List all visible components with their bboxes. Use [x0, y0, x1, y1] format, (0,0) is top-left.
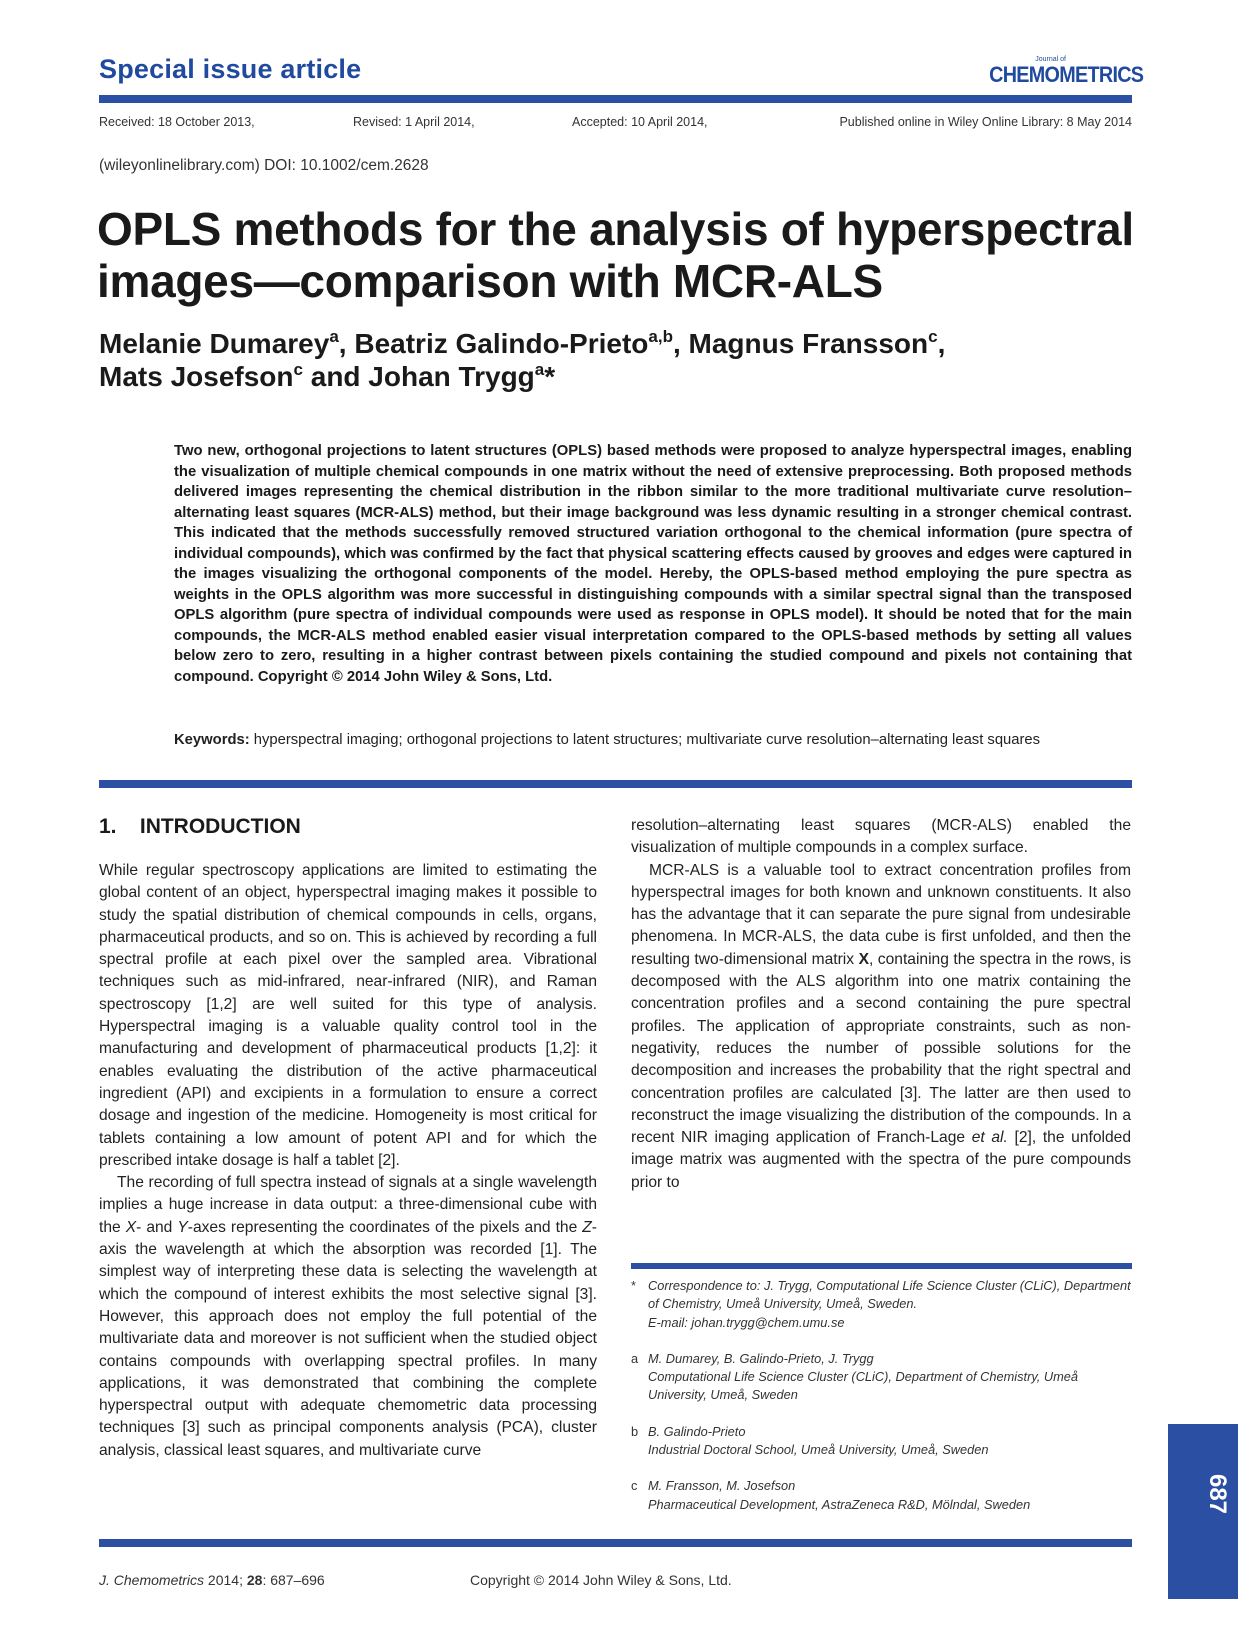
paragraph-text: X — [125, 1218, 137, 1236]
article-type-label: Special issue article — [99, 54, 362, 84]
affiliation-marker: a — [534, 360, 545, 379]
paragraph-text: MCR-ALS is a valuable tool to extract concentration profiles from hyperspectral images for both known and unknown constituents. It also has the advantage that it can separate the pure signal from undesirable phenomena. In MCR-ALS, the data cube is first unfolded, and then the resulting two-dimensional matrix — [631, 861, 1131, 968]
author-name: , — [937, 328, 946, 359]
body-paragraph — [99, 860, 597, 1172]
paragraph-text: -axes representing the coordinates of the pixels and the — [187, 1218, 583, 1236]
title-line: images—comparison with MCR-ALS — [97, 255, 883, 307]
body-paragraph — [99, 1172, 597, 1462]
author-name: Mats Josefson — [99, 361, 294, 392]
footnote-marker: b — [631, 1423, 639, 1439]
received-date: Received: 18 October 2013, — [99, 115, 255, 129]
paragraph-text: While regular spectroscopy applications are limited to estimating the global content of an object, hyperspectral imaging makes it possible to study the spatial distribution of chemical compounds in cells, organs, pharmaceutical products, and so on. This is achieved by recording a full spectral profile at each pixel over the sampled area. Vibrational techniques such as mid-infrared, near-infrared (NIR), and Raman spectroscopy [1,2] are well suited for this type of analysis. Hyperspectral imaging is a valuable quality control tool in the manufacturing and development of pharmaceutical products [1,2]: it enables evaluating the distribution of the active pharmaceutical ingredient (API) and excipients in a formulation to ensure a correct dosage and ingestion of the medicine. Homogeneity is most critical for tablets containing a low amount of potent API and for which the prescribed intake dosage is half a tablet [2]. — [99, 862, 597, 1169]
abstract: Two new, orthogonal projections to latent structures (OPLS) based methods were proposed to analyze hyperspectral images, enabling the visualization of multiple chemical compounds in one matrix without the need of extensive preprocessing. Both proposed methods delivered images representing the chemical distribution in the ribbon similar to the more traditional multivariate curve resolution–alternating least squares (MCR-ALS) method, but their image background was less dynamic resulting in a stronger chemical contrast. This indicated that the methods successfully removed structured variation orthogonal to the chemical information (pure spectra of individual compounds), which was confirmed by the fact that physical scattering effects caused by grooves and edges were captured in the images visualizing the orthogonal components of the model. Hereby, the OPLS-based method employing the pure spectra as weights in the OPLS algorithm was more successful in distinguishing compounds with a similar spectral signal than the transposed OPLS algorithm (pure spectra of individual compounds were used as response in OPLS model). It should be noted that for the main compounds, the MCR-ALS method enabled easier visual interpretation compared to the OPLS-based methods by setting all values below zero to zero, resulting in a higher contrast between pixels containing the studied compound and pixels not containing that compound. Copyright © 2014 John Wiley & Sons, Ltd. — [174, 443, 1132, 685]
published-date: Published online in Wiley Online Library: 8 May 2014 — [839, 115, 1132, 129]
body-paragraph — [631, 860, 1131, 1194]
keywords-text: hyperspectral imaging; orthogonal projections to latent structures; multivariate curve resolution–alternating least squares — [249, 732, 1041, 748]
section-heading — [99, 815, 301, 839]
section-title: INTRODUCTION — [139, 815, 301, 838]
affiliation-marker: c — [293, 360, 303, 379]
footnote-line: M. Dumarey, B. Galindo-Prieto, J. Trygg — [648, 1350, 874, 1366]
footer-journal: J. Chemometrics — [99, 1572, 205, 1588]
footnote-line: Correspondence to: J. Trygg, Computational Life Science Cluster (CLiC), Department of Chemistry, Umeå University, Umeå, Sweden. — [648, 1278, 1131, 1312]
footer-year: 2014; — [204, 1572, 247, 1588]
footnote-line: Industrial Doctoral School, Umeå University, Umeå, Sweden — [648, 1442, 989, 1458]
journal-logo — [972, 56, 1144, 87]
footer-citation — [99, 1572, 325, 1588]
accepted-date: Accepted: 10 April 2014, — [572, 115, 708, 129]
keywords-label: Keywords: — [174, 732, 250, 748]
revised-date: Revised: 1 April 2014, — [353, 115, 475, 129]
right-column — [631, 815, 1131, 1194]
paragraph-text: -axis the wavelength at which the absorption was recorded [1]. The simplest way of interpreting these data is selecting the wavelength at which the compound of interest exhibits the most selective signal [3]. However, this approach does not employ the full potential of the multivariate data and moreover is not sufficient when the studied object contains compounds with overlapping spectral profiles. In many applications, it was demonstrated that combining the complete hyperspectral output with adequate chemometric data processing techniques [3] such as principal components analysis (PCA), cluster analysis, classical least squares, and multivariate curve — [99, 1218, 597, 1459]
footer-pages: : 687–696 — [262, 1572, 325, 1588]
page-number: 687 — [1204, 1473, 1231, 1515]
footer-volume: 28 — [246, 1572, 263, 1588]
author-name: , Beatriz Galindo-Prieto — [338, 328, 649, 359]
title-line: OPLS methods for the analysis of hyperspectral — [97, 203, 1134, 255]
footnote — [631, 1350, 1131, 1405]
paragraph-text: Y — [177, 1218, 188, 1236]
paragraph-text: , containing the spectra in the rows, is decomposed with the ALS algorithm into one matrix containing the concentration profiles and a second containing the pure spectral profiles. The application of appropriate constraints, such as non-negativity, reduces the number of possible solutions for the decomposition and increases the probability that the right spectral and concentration profiles are calculated [3]. The latter are then used to reconstruct the image visualizing the distribution of the compounds. In a recent NIR imaging application of Franch-Lage — [631, 950, 1132, 1147]
footnote-marker: * — [631, 1278, 636, 1293]
footnote-line: B. Galindo-Prieto — [648, 1423, 746, 1439]
section-number: 1. — [99, 815, 117, 838]
paragraph-text: X — [858, 950, 869, 968]
author-list — [99, 327, 1139, 393]
paragraph-text: Z — [582, 1218, 592, 1236]
doi-line: (wileyonlinelibrary.com) DOI: 10.1002/cem.2628 — [99, 157, 429, 174]
footnote-line: Pharmaceutical Development, AstraZeneca R&D, Mölndal, Sweden — [648, 1496, 1031, 1512]
left-column — [99, 860, 597, 1462]
footnote-marker: c — [631, 1478, 638, 1494]
paragraph-text: The recording of full spectra instead of signals at a single wavelength implies a huge increase in data output: a three-dimensional cube with the — [99, 1174, 597, 1236]
footnote-marker: a — [631, 1350, 639, 1366]
article-title — [97, 203, 1157, 307]
footnote-line: M. Fransson, M. Josefson — [648, 1478, 796, 1494]
journal-logo-small-text: Journal of — [1035, 56, 1066, 63]
author-line — [99, 360, 1139, 393]
author-name: , Magnus Fransson — [672, 328, 929, 359]
affiliation-marker: a — [329, 327, 339, 346]
footer-copyright: Copyright © 2014 John Wiley & Sons, Ltd. — [470, 1572, 732, 1588]
footnote — [631, 1423, 1131, 1460]
footnote-line: E-mail: johan.trygg@chem.umu.se — [648, 1314, 845, 1330]
header-rule — [99, 95, 1132, 103]
footer-rule — [99, 1539, 1132, 1547]
footnote — [631, 1477, 1131, 1514]
footnote-rule — [631, 1263, 1132, 1269]
abstract-rule — [99, 780, 1132, 788]
affiliation-marker: a,b — [648, 327, 673, 346]
author-name: Melanie Dumarey — [99, 328, 330, 359]
footnotes — [631, 1277, 1131, 1532]
paragraph-text: et al. — [971, 1129, 1008, 1147]
paragraph-text: - and — [136, 1218, 178, 1236]
paragraph-text: resolution–alternating least squares (MCR-ALS) enabled the visualization of multiple compounds in a complex surface. — [631, 817, 1131, 857]
footnote-line: Computational Life Science Cluster (CLiC), Department of Chemistry, Umeå University, Umeå, Sweden — [648, 1369, 1079, 1403]
author-line — [99, 327, 1139, 360]
body-paragraph — [631, 815, 1131, 860]
affiliation-marker: c — [928, 327, 938, 346]
author-name: * — [544, 361, 556, 392]
footnote — [631, 1277, 1131, 1332]
keywords — [174, 731, 1132, 750]
paragraph-text: [2], the unfolded image matrix was augmented with the spectra of the pure compounds prior to — [631, 1129, 1132, 1191]
author-name: and Johan Trygg — [302, 361, 535, 392]
journal-logo-name: CHEMOMETRICS — [989, 62, 1144, 87]
